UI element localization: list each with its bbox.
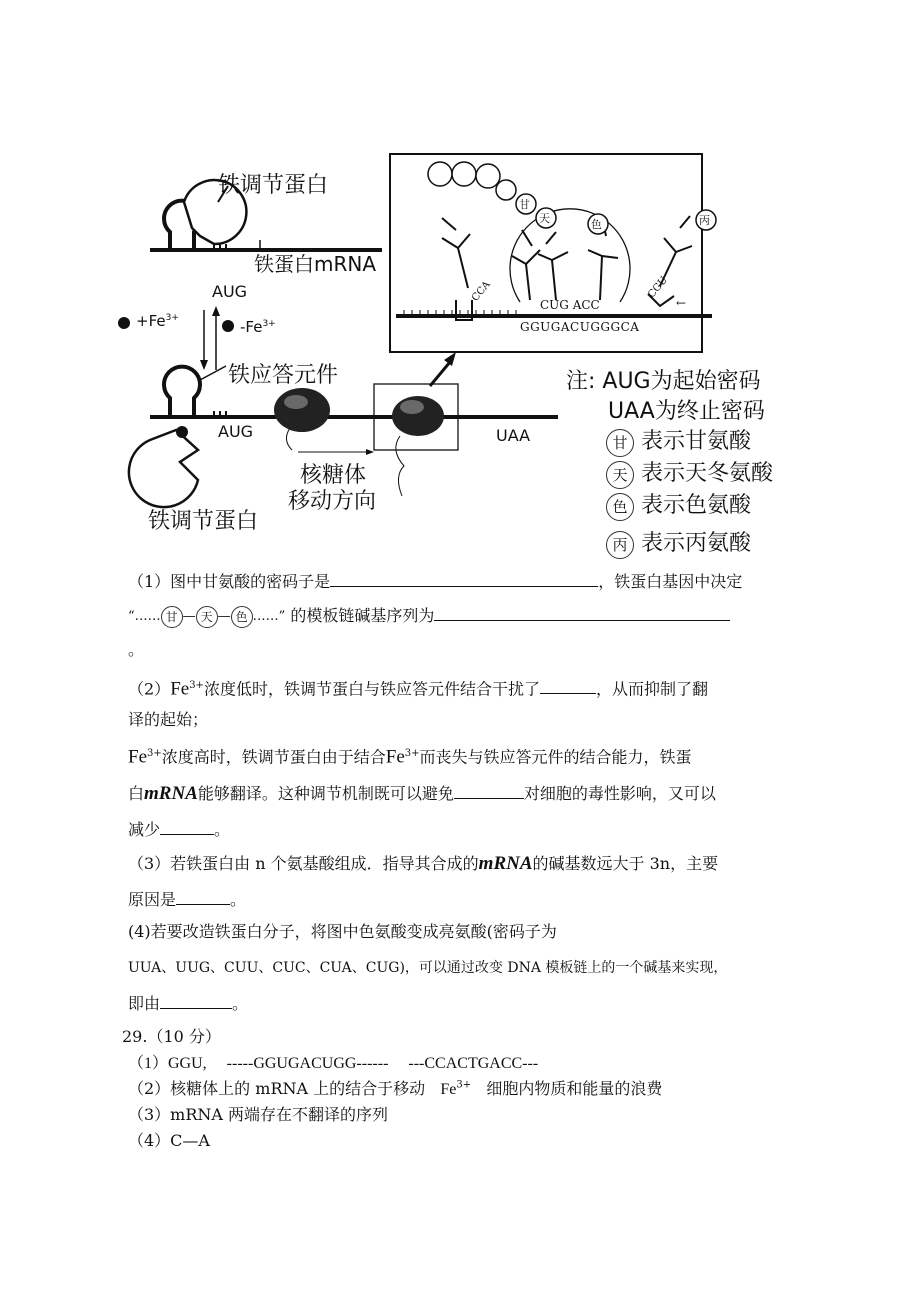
answer-2: （2）核糖体上的 mRNA 上的结合于移动 $Fe^{3+}$ 细胞内物质和能量的浪费 xyxy=(128,1079,663,1098)
bound-iron-dot xyxy=(176,426,188,438)
question-3-line-1: （3）若铁蛋白由 n 个氨基酸组成．指导其合成的mRNA的碱基数远大于 3n，主要 xyxy=(128,853,719,874)
iron-dot-plus xyxy=(118,317,130,329)
label-mrna-sequence: GGUGACUGGGCA xyxy=(520,320,640,334)
question-4-line-1: (4)若要改造铁蛋白分子，将图中色氨酸变成亮氨酸(密码子为 xyxy=(128,922,557,941)
chain-trp-icon: 色 xyxy=(231,606,253,628)
question-1-line-2: “…… 甘 — 天 — 色 ……” 的模板链碱基序列为 xyxy=(128,604,730,628)
inset-trp-symbol: 色 xyxy=(591,218,602,231)
question-2-line-3: $Fe^{3+}$浓度高时，铁调节蛋白由于结合$Fe^{3+}$而丧失与铁应答元件的结合能力，铁蛋 xyxy=(128,746,692,768)
q4-blank[interactable] xyxy=(160,992,232,1009)
q1-blank-1[interactable] xyxy=(330,570,598,587)
asp-symbol: 天 xyxy=(606,461,634,489)
question-2-line-4: 白mRNA能够翻译。这种调节机制既可以避免 对细胞的毒性影响，又可以 xyxy=(128,783,716,804)
label-iron-regulatory-protein-bottom: 铁调节蛋白 xyxy=(148,509,259,534)
label-ribosome-direction-2: 移动方向 xyxy=(288,489,377,514)
label-arrow-left: ← xyxy=(676,296,687,310)
chain-gly-icon: 甘 xyxy=(161,606,183,628)
inset-asp-symbol: 天 xyxy=(539,212,550,225)
question-1-line-1: （1）图中甘氨酸的密码子是 ，铁蛋白基因中决定 xyxy=(128,572,743,591)
label-plus-fe: $+Fe^{3+}$ xyxy=(136,312,179,330)
ribosome-1 xyxy=(274,388,330,432)
bottom-iron-regulatory-protein xyxy=(129,430,198,507)
q2-blank-3[interactable] xyxy=(160,818,214,835)
label-uaa: UAA xyxy=(496,426,531,445)
label-minus-fe: $-Fe^{3+}$ xyxy=(240,318,276,336)
bottom-hairpin-loop xyxy=(164,367,200,417)
question-2-line-1: $(2)Fe^{3+}$浓度低时，铁调节蛋白与铁应答元件结合干扰了 ，从而抑制了翻 xyxy=(128,678,708,700)
answer-1: （1）GGU, -----GGUGACUGG------ ---CCACTGACC--- xyxy=(128,1055,539,1072)
q2-blank-1[interactable] xyxy=(540,677,596,694)
label-codons: CUG ACC xyxy=(540,298,600,312)
note-ala: 丙 表示丙氨酸 xyxy=(606,526,751,559)
label-ribosome-direction-1: 核糖体 xyxy=(300,463,367,488)
note-stop-codon: UAA为终止密码 xyxy=(608,399,765,424)
inset-ala-symbol: 丙 xyxy=(699,214,710,227)
q3-blank[interactable] xyxy=(176,888,230,905)
label-iron-response-element: 铁应答元件 xyxy=(228,363,339,388)
label-anticodon-cca: CCA xyxy=(469,279,493,304)
question-4-line-2: UUA、UUG、CUU、CUC、CUA、CUG)，可以通过改变 DNA 模板链上的一个碱基来实现， xyxy=(128,960,728,976)
ferritin-regulation-figure xyxy=(100,140,800,570)
answer-4: （4）C—A xyxy=(128,1131,210,1150)
note-trp: 色 表示色氨酸 xyxy=(606,488,751,521)
q1-blank-2[interactable] xyxy=(434,604,730,621)
inset-gly-symbol: 甘 xyxy=(519,198,530,211)
gly-symbol: 甘 xyxy=(606,429,634,457)
label-anticodon-cgu: CGU xyxy=(646,274,670,301)
answer-3: （3）mRNA 两端存在不翻译的序列 xyxy=(128,1105,389,1124)
label-iron-regulatory-protein-top: 铁调节蛋白 xyxy=(218,173,329,198)
question-3-line-2: 原因是 。 xyxy=(128,890,247,909)
note-start-codon: 注: AUG为起始密码 xyxy=(566,369,761,394)
label-ferritin-mrna: 铁蛋白mRNA xyxy=(254,252,377,276)
chain-asp-icon: 天 xyxy=(196,606,218,628)
amino-chain-inline: “…… 甘 — 天 — 色 ……” xyxy=(128,606,285,628)
question-2-line-5: 减少 。 xyxy=(128,820,231,839)
question-1-end: 。 xyxy=(128,640,145,659)
q2-blank-2[interactable] xyxy=(454,782,524,799)
note-gly: 甘 表示甘氨酸 xyxy=(606,424,751,457)
note-asp: 天 表示天冬氨酸 xyxy=(606,456,773,489)
trp-symbol: 色 xyxy=(606,493,634,521)
iron-dot-minus xyxy=(222,320,234,332)
label-aug-bottom: AUG xyxy=(218,422,254,441)
ala-symbol: 丙 xyxy=(606,531,634,559)
question-2-line-2: 译的起始； xyxy=(128,710,209,729)
answer-heading: 29.（10 分） xyxy=(122,1027,221,1046)
question-4-line-3: 即由 。 xyxy=(128,994,249,1013)
label-aug-top: AUG xyxy=(212,282,248,301)
